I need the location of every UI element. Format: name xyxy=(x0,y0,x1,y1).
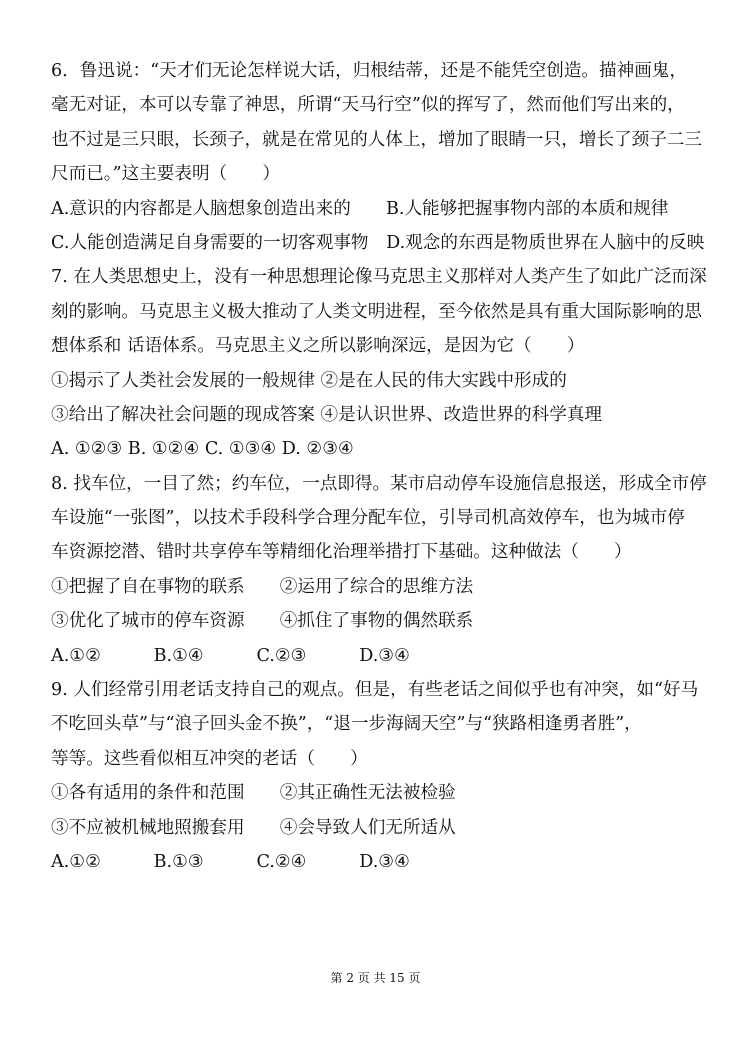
q9-stem-line-1: 9. 人们经常引用老话支持自己的观点。但是，有些老话之间似乎也有冲突，如“好马 xyxy=(51,680,699,701)
q6-stem-line-1: 6．鲁迅说：“天才们无论怎样说大话，归根结蒂，还是不能凭空创造。描神画鬼， xyxy=(51,61,687,81)
q7-statements-34: ③给出了解决社会问题的现成答案 ④是认识世界、改造世界的科学真理 xyxy=(51,404,603,425)
q6-stem-line-2: 毫无对证，本可以专靠了神思，所谓“天马行空”似的挥写了，然而他们写出来的， xyxy=(51,95,685,116)
q7-statements-12: ①揭示了人类社会发展的一般规律 ②是在人民的伟大实践中形成的 xyxy=(51,370,567,391)
q6-options-cd: C.人能创造满足自身需要的一切客观事物 D.观念的东西是物质世界在人脑中的反映 xyxy=(51,232,705,253)
q6-stem-line-4: 尺而已。”这主要表明（ ） xyxy=(51,164,280,185)
q9-statements-12: ①各有适用的条件和范围 ②其正确性无法被检验 xyxy=(51,783,456,804)
q6-options-ab: A.意识的内容都是人脑想象创造出来的 B.人能够把握事物内部的本质和规律 xyxy=(51,198,669,219)
page-number-footer: 第 2 页 共 15 页 xyxy=(330,971,421,985)
q8-stem-line-3: 车资源挖潜、错时共享停车等精细化治理举措打下基础。这种做法（ ） xyxy=(51,542,632,563)
q9-statements-34: ③不应被机械地照搬套用 ④会导致人们无所适从 xyxy=(51,817,456,838)
q7-stem-line-1: 7. 在人类思想史上，没有一种思想理论像马克思主义那样对人类产生了如此广泛而深 xyxy=(51,267,707,288)
exam-page xyxy=(51,54,711,879)
q8-stem-line-1: 8. 找车位，一目了然；约车位，一点即得。某市启动停车设施信息报送，形成全市停 xyxy=(51,473,707,494)
q9-stem-line-3: 等等。这些看似相互冲突的老话（ ） xyxy=(51,748,368,769)
q8-stem-line-2: 车设施“一张图”，以技术手段科学合理分配车位，引导司机高效停车，也为城市停 xyxy=(51,508,685,529)
q9-stem-line-2: 不吃回头草”与“浪子回头金不换”，“退一步海阔天空”与“狭路相逢勇者胜”， xyxy=(51,714,642,735)
q9-options: A.①② B.①③ C.②④ D.③④ xyxy=(51,851,410,872)
q8-statements-12: ①把握了自在事物的联系 ②运用了综合的思维方法 xyxy=(51,576,474,597)
q7-stem-line-3: 想体系和 话语体系。马克思主义之所以影响深远，是因为它（ ） xyxy=(51,336,585,357)
q7-options: A. ①②③ B. ①②④ C. ①③④ D. ②③④ xyxy=(51,439,354,460)
q6-stem-line-3: 也不过是三只眼，长颈子，就是在常见的人体上，增加了眼睛一只，增长了颈子二三 xyxy=(51,129,702,150)
q7-stem-line-2: 刻的影响。马克思主义极大推动了人类文明进程，至今依然是具有重大国际影响的思 xyxy=(51,301,702,322)
q8-options: A.①② B.①④ C.②③ D.③④ xyxy=(51,645,410,666)
q8-statements-34: ③优化了城市的停车资源 ④抓住了事物的偶然联系 xyxy=(51,611,474,632)
